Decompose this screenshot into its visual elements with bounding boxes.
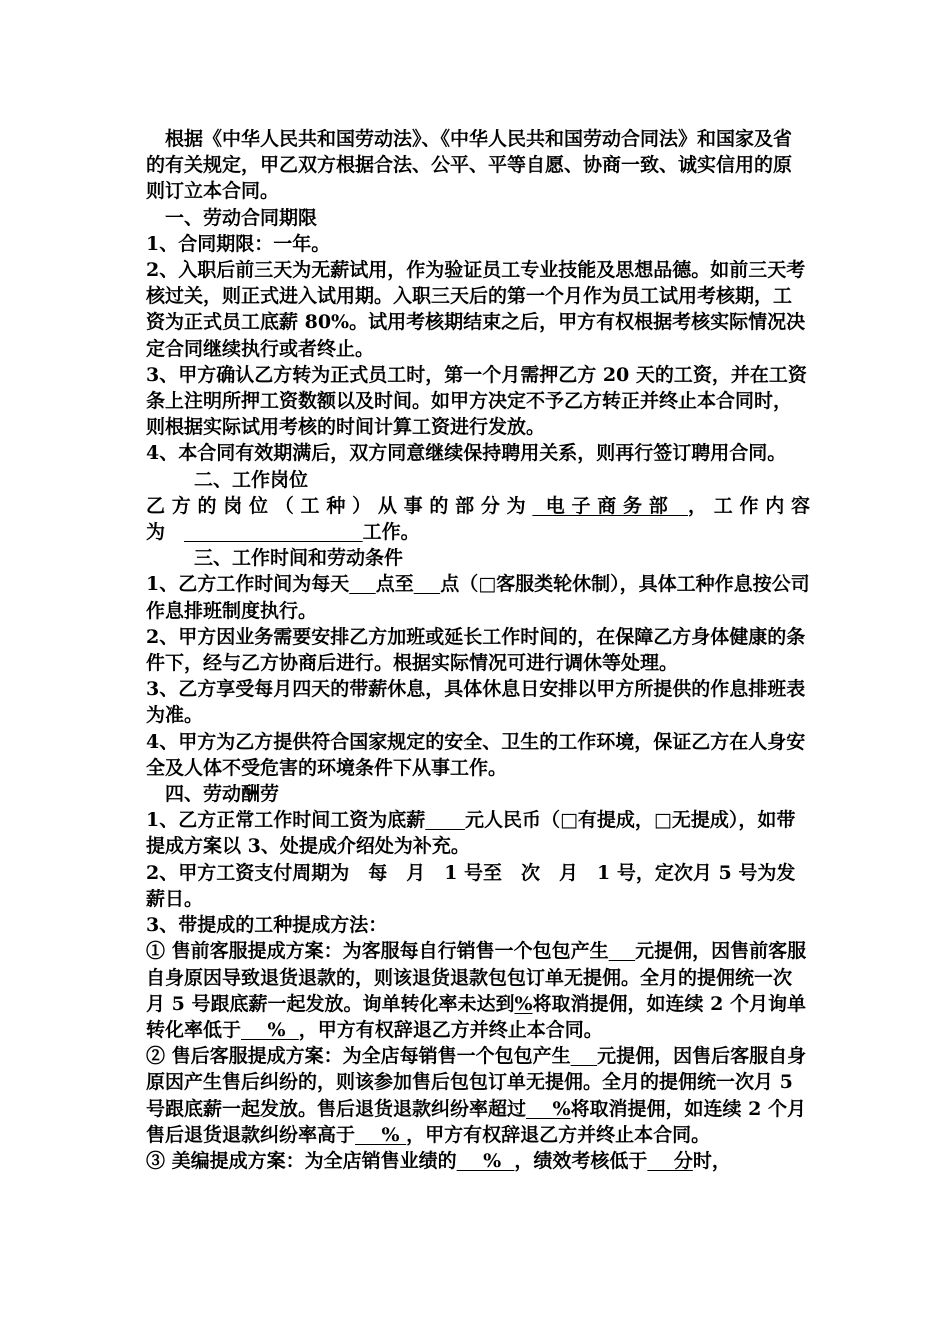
section-4-item-3: 3、带提成的工种提成方法：: [146, 914, 388, 937]
end-hour-blank: [414, 573, 440, 595]
section-1-item-1: 1、合同期限：一年。: [146, 232, 331, 255]
start-hour-blank: [349, 573, 375, 595]
presales-low-rate-blank: %: [241, 1018, 299, 1041]
designer-percent-blank: %: [456, 1149, 515, 1172]
section-1-item-4: 4、本合同有效期满后，双方同意继续保持聘用关系，则再行签订聘用合同。: [146, 442, 787, 465]
aftersales-rate-blank: %: [526, 1097, 571, 1120]
section-3-item-4: 4、甲方为乙方提供符合国家规定的安全、卫生的工作环境，保证乙方在人身安全及人体不受危害的环境条件下从事工作。: [146, 730, 806, 779]
aftersales-plan: [146, 1043, 810, 1148]
department-value: 电子商务部: [532, 494, 688, 517]
work-content-prefix: 为: [146, 521, 166, 544]
work-hours-rest: 点（□客服类轮休制），具体工种作息按公司作息排班制度执行。: [146, 573, 810, 622]
intro-paragraph: 根据《中华人民共和国劳动法》、《中华人民共和国劳动合同法》和国家及省的有关规定，甲乙双方根据合法、公平、平等自愿、协商一致、诚实信用的原则订立本合同。: [146, 128, 793, 203]
work-content-blank: [184, 521, 363, 543]
aftersales-commission-blank: [571, 1045, 597, 1067]
designer-plan-text-2: ，绩效考核低于: [514, 1149, 648, 1172]
presales-rate-blank: %: [514, 992, 533, 1015]
base-salary-rest: 元人民币（□有提成，□无提成），如带提成方案以 3、处提成介绍处为补充。: [146, 809, 796, 858]
contract-body: [146, 126, 810, 1174]
designer-plan-text: ③ 美编提成方案：为全店销售业绩的: [146, 1149, 457, 1172]
section-2-title: 二、工作岗位: [194, 468, 309, 491]
work-hours-to: 点至: [375, 573, 414, 596]
section-2-line-2: [146, 519, 810, 545]
section-3-title: 三、工作时间和劳动条件: [194, 547, 404, 570]
work-content-suffix: 工作。: [362, 521, 420, 544]
section-3-item-2: 2、甲方因业务需要安排乙方加班或延长工作时间的，在保障乙方身体健康的条件下，经与乙方协商后进行。根据实际情况可进行调休等处理。: [146, 625, 806, 675]
presales-plan-text-4: ，甲方有权辞退乙方并终止本合同。: [298, 1018, 603, 1041]
aftersales-plan-text: ② 售后客服提成方案：为全店每销售一个包包产生: [146, 1045, 571, 1068]
section-3-item-1: [146, 571, 810, 623]
work-content-label: ，工作内容: [687, 494, 810, 517]
section-1-item-3: 3、甲方确认乙方转为正式员工时，第一个月需押乙方 20 天的工资，并在工资条上注明所押工资数额以及时间。如甲方决定不予乙方转正并终止本合同时，则根据实际试用考核的时间计算工资进行发放。: [146, 363, 807, 439]
section-2-line-1: [146, 493, 810, 519]
base-salary-text: 1、乙方正常工作时间工资为底薪: [146, 809, 426, 832]
aftersales-plan-text-3: 将取消提佣，如连续 2 个月售后退货退款纠纷率高于: [146, 1097, 806, 1146]
section-1-title: 一、劳动合同期限: [165, 206, 318, 229]
section-4-title: 四、劳动酬劳: [165, 783, 280, 806]
designer-plan-text-3: 时，: [692, 1149, 731, 1172]
aftersales-plan-text-2: 元提佣，因售后客服自身原因产生售后纠纷的，则该参加售后包包订单无提佣。全月的提佣统一次月 5 号跟底薪一起发放。售后退货退款纠纷率超过: [146, 1045, 807, 1120]
position-label: 乙方的岗位（工种）从事的部分为: [146, 494, 533, 517]
section-1-item-2: 2、入职后前三天为无薪试用，作为验证员工专业技能及思想品德。如前三天考核过关，则正式进入试用期。入职三天后的第一个月作为员工试用考核期，工资为正式员工底薪 80%。试用考核期结束之后，甲方有权根据考核实际情况决定合同继续执行或者终止。: [146, 259, 806, 360]
section-3-item-3: 3、乙方享受每月四天的带薪休息，具体休息日安排以甲方所提供的作息排班表为准。: [146, 678, 806, 727]
base-salary-blank: [425, 809, 465, 831]
designer-score-blank: 分: [647, 1149, 693, 1172]
presales-commission-blank: [609, 940, 635, 962]
presales-plan-text-2: 元提佣，因售前客服自身原因导致退货退款的，则该退货退款包包订单无提佣。全月的提佣统一次月 5 号跟底薪一起发放。询单转化率未达到: [146, 940, 807, 1015]
aftersales-high-rate-blank: %: [355, 1123, 407, 1146]
designer-plan: [146, 1148, 810, 1174]
section-4-item-2: 2、甲方工资支付周期为 每 月 1 号至 次 月 1 号，定次月 5 号为发薪日。: [146, 861, 796, 910]
presales-plan-text: ① 售前客服提成方案：为客服每自行销售一个包包产生: [146, 940, 609, 963]
presales-plan: [146, 938, 810, 1043]
work-hours-text: 1、乙方工作时间为每天: [146, 573, 350, 596]
section-4-item-1: [146, 807, 810, 859]
presales-plan-text-3: 将取消提佣，如连续 2 个月询单转化率低于: [146, 992, 806, 1041]
aftersales-plan-text-4: ，甲方有权辞退乙方并终止本合同。: [406, 1123, 711, 1146]
